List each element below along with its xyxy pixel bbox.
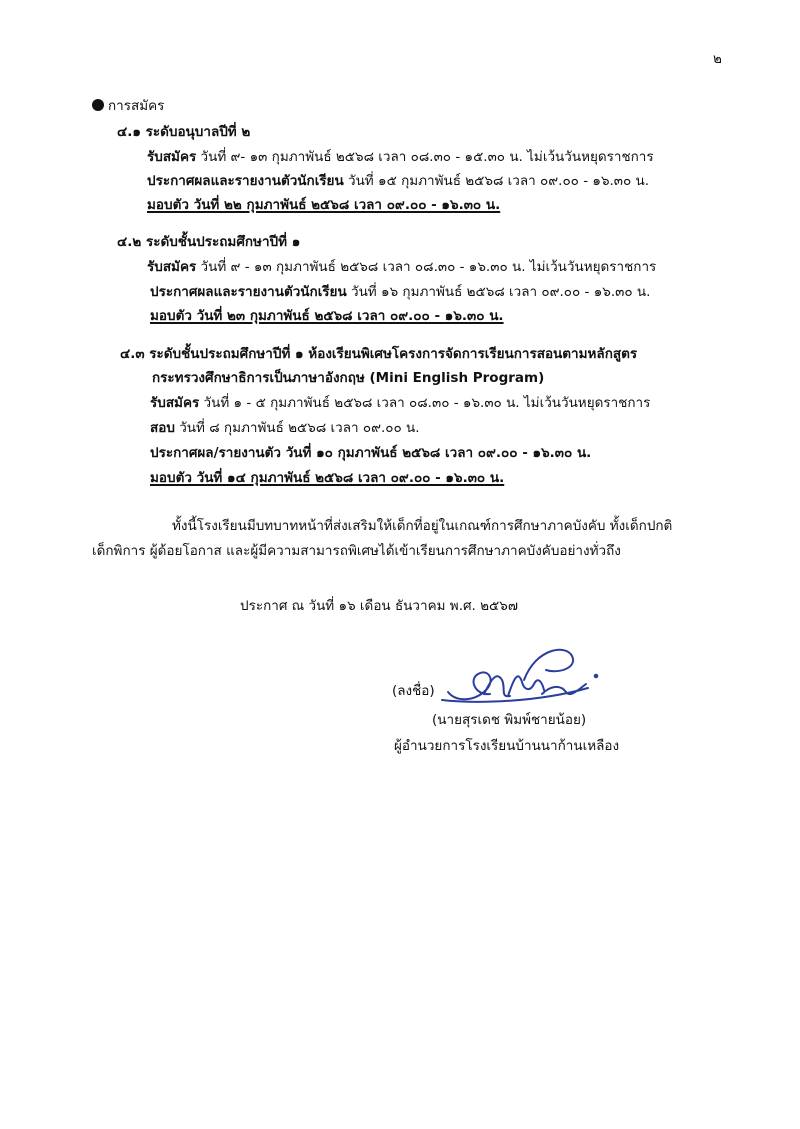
register-text: วันที่ ๙- ๑๓ กุมภาพันธ์ ๒๕๖๘ เวลา ๐๘.๓๐ - ๑๕.๓๐ น. ไม่เว้นวันหยุดราชการ [200,149,654,165]
page-number: ๒ [713,51,722,67]
announce-label: ประกาศผลและรายงานตัวนักเรียน [147,173,344,189]
section-4-2-announce [150,283,650,301]
section-4-2-title: ๔.๒ ระดับชั้นประถมศึกษาปีที่ ๑ [117,234,301,250]
section-4-2-report: มอบตัว วันที่ ๒๓ กุมภาพันธ์ ๒๕๖๘ เวลา ๐๙.๐๐ - ๑๖.๓๐ น. [150,308,504,324]
section-4-1-register [147,148,654,166]
register-text: วันที่ ๙ - ๑๓ กุมภาพันธ์ ๒๕๖๘ เวลา ๐๘.๓๐ - ๑๖.๓๐ น. ไม่เว้นวันหยุดราชการ [200,259,657,275]
register-label: รับสมัคร [147,259,197,275]
section-4-3-register [150,394,650,412]
section-4-3-title: ๔.๓ ระดับชั้นประถมศึกษาปีที่ ๑ ห้องเรียนพิเศษโครงการจัดการเรียนการสอนตามหลักสูตร [120,346,638,362]
section-4-1-announce [147,172,649,190]
announce-text: วันที่ ๑๖ กุมภาพันธ์ ๒๕๖๘ เวลา ๐๙.๐๐ - ๑๖.๓๐ น. [351,284,651,300]
section-4-1-report: มอบตัว วันที่ ๒๒ กุมภาพันธ์ ๒๕๖๘ เวลา ๐๙.๐๐ - ๑๖.๓๐ น. [147,197,501,213]
register-label: รับสมัคร [150,395,200,411]
section-4-3-report: มอบตัว วันที่ ๑๔ กุมภาพันธ์ ๒๕๖๘ เวลา ๐๙.๐๐ - ๑๖.๓๐ น. [150,470,505,486]
signer-name: (นายสุรเดช พิมพ์ชายน้อย) [432,712,587,728]
section-4-3-title-line2: กระทรวงศึกษาธิการเป็นภาษาอังกฤษ (Mini English Program) [152,370,545,386]
section-4-3-exam [150,419,420,437]
announce-date: ประกาศ ณ วันที่ ๑๖ เดือน ธันวาคม พ.ศ. ๒๕๖๗ [240,598,518,614]
announce-label: ประกาศผลและรายงานตัวนักเรียน [150,284,347,300]
paragraph-line-2: เด็กพิการ ผู้ด้อยโอกาส และผู้มีความสามารถพิเศษได้เข้าเรียนการศึกษาภาคบังคับอย่างทั่วถึง [92,543,621,559]
exam-label: สอบ [150,420,175,436]
signature-image [438,640,608,710]
section-4-3-announce: ประกาศผล/รายงานตัว วันที่ ๑๐ กุมภาพันธ์ ๒๕๖๘ เวลา ๐๙.๐๐ - ๑๖.๓๐ น. [150,445,592,461]
register-label: รับสมัคร [147,149,197,165]
announce-text: วันที่ ๑๕ กุมภาพันธ์ ๒๕๖๘ เวลา ๐๙.๐๐ - ๑๖.๓๐ น. [348,173,650,189]
sign-label: (ลงชื่อ) [392,683,435,699]
register-text: วันที่ ๑ - ๕ กุมภาพันธ์ ๒๕๖๘ เวลา ๐๘.๓๐ - ๑๖.๓๐ น. ไม่เว้นวันหยุดราชการ [203,395,651,411]
section-heading: การสมัคร [108,98,165,114]
section-4-1-title: ๔.๑ ระดับอนุบาลปีที่ ๒ [117,124,251,140]
signer-position: ผู้อำนวยการโรงเรียนบ้านนาก้านเหลือง [394,738,620,754]
exam-text: วันที่ ๘ กุมภาพันธ์ ๒๕๖๘ เวลา ๐๙.๐๐ น. [179,420,420,436]
bullet-icon [92,99,104,111]
section-4-2-register [147,258,656,276]
paragraph-line-1: ทั้งนี้โรงเรียนมีบทบาทหน้าที่ส่งเสริมให้เด็กที่อยู่ในเกณฑ์การศึกษาภาคบังคับ ทั้งเด็กปกติ [172,518,673,534]
